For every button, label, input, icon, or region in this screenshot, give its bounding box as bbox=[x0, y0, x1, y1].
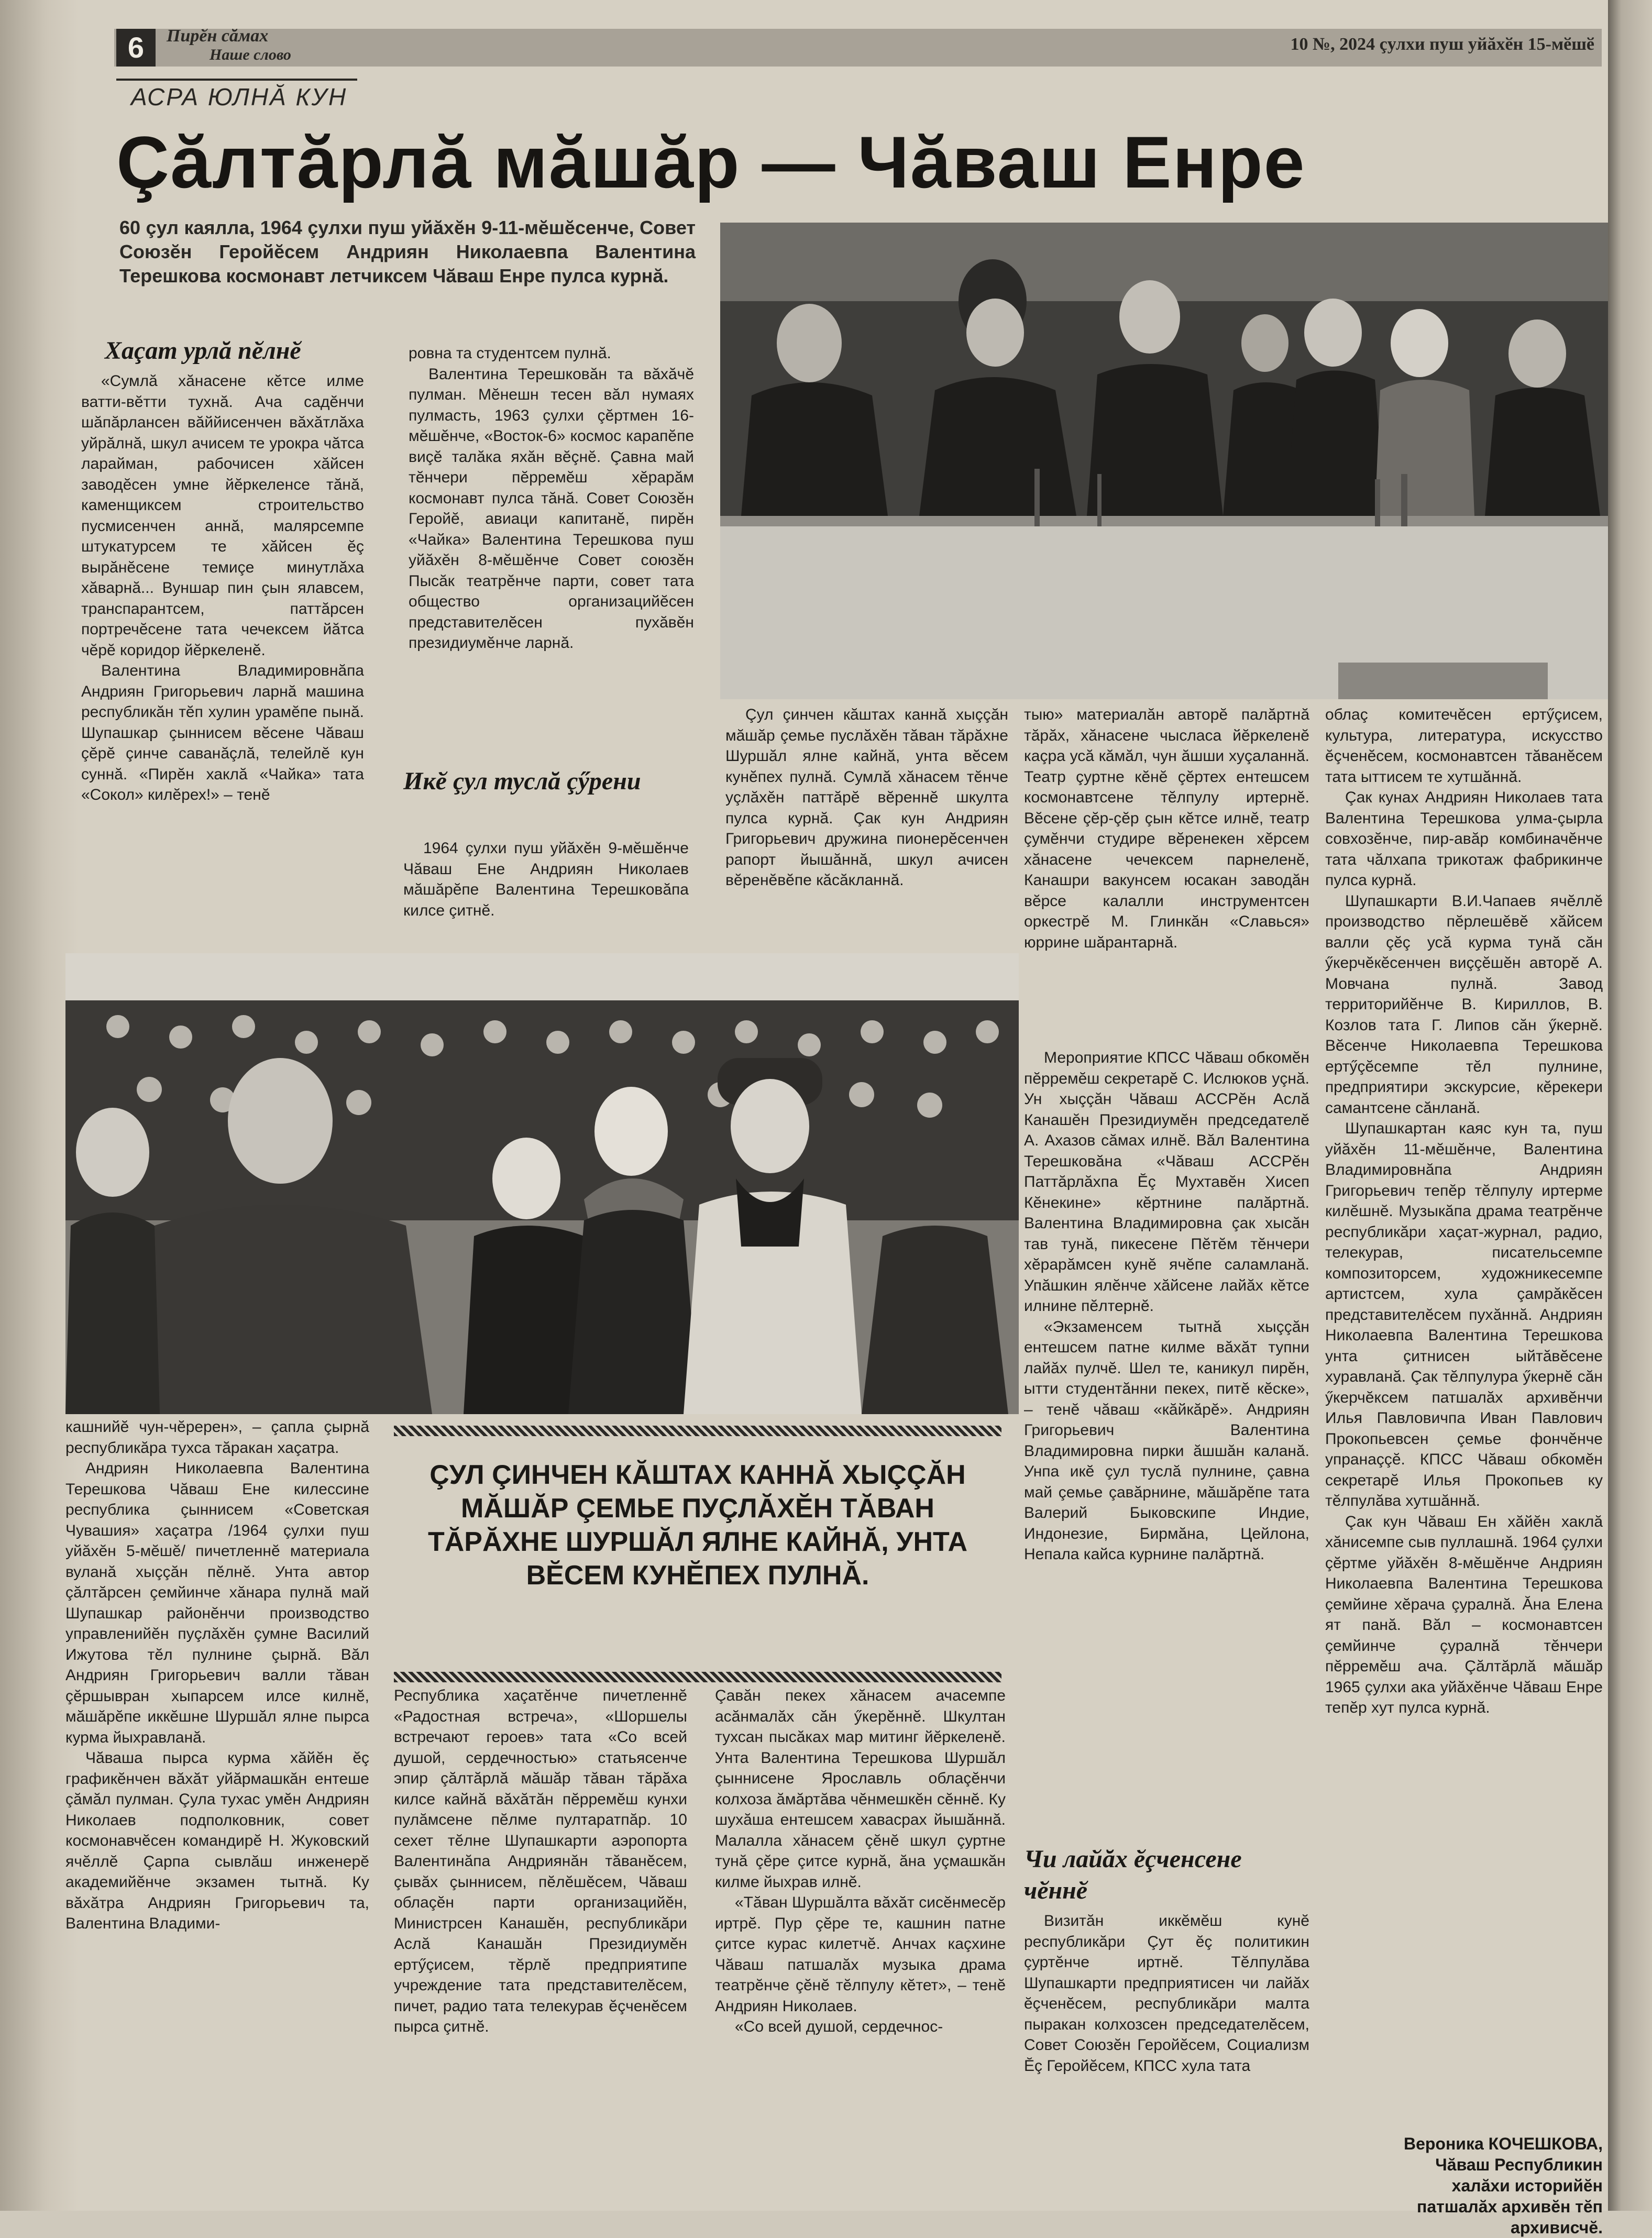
paragraph: Чăваша пырса курма хăйӗн ӗç графикӗнчен вăхăт уйăрмашкăн ентеше çăмăл пулман. Çула тухас умӗн Андриян Николаев подполковник, совет космонавчӗсен командирӗ Н. Жуковский ячӗллӗ Çарпа сывлăш инженерӗ академийӗнче экзамен тытнă. Ку вăхăтра Андриян Григорьевич та, Валентина Владими- bbox=[65, 1749, 369, 1932]
newspaper-title: Пирӗн сăмах bbox=[167, 26, 269, 46]
paragraph: 1964 çулхи пуш уйăхӗн 9-мӗшӗнче Чăваш Ене Андриян Николаев мăшăрӗпе Валентина Терешковăпа килсе çитнӗ. bbox=[403, 840, 689, 919]
paragraph: Валентина Владимировнăпа Андриян Григорьевич ларнă машина республикăн тӗп хулин урамӗпе пынă. Шупашкар çыннисем вӗсене Чăваш çӗрӗ çинче саванăçлă, телейлӗ кун суннă. «Пирӗн хаклă «Чайка» тата «Сокол» килӗрех!» – тенӗ bbox=[81, 662, 364, 803]
column-2-text bbox=[409, 343, 694, 654]
column-1-text bbox=[81, 371, 364, 806]
column-4b-text bbox=[1024, 1048, 1309, 1565]
column-2b-text bbox=[394, 1685, 687, 2037]
pull-quote bbox=[394, 1426, 1001, 1682]
paragraph: Андриян Николаевпа Валентина Терешкова Чăваш Ене килессине республика çыннисем «Советская Чувашия» хаçатра /1964 çулхи пуш уйăхӗн 5-мӗшӗ/ пичетленнӗ материала вуланă хыççăн пӗлнӗ. Унта автор çăлтăрсен çемйинче хăнара пулнă май Шупашкар районӗнчи производство управленийӗн пуçлăхӗн çумне Василий Ижутова тӗл пулнине çырнă. Вăл Андриян Григорьевич валли тăван çӗршывран хыпарсем илсе килнӗ, мăшăрӗпе иккӗшне Шуршăл ялне пырса курма йыхравланă. bbox=[65, 1460, 369, 1746]
photo-presidium bbox=[720, 223, 1608, 699]
paragraph: Валентина Терешковăн та вăхăчӗ пулман. Мӗнешн тесен вăл нумаях пулмасть, 1963 çулхи çӗртмен 16-мӗшӗнче, «Восток-6» космос карапӗпе виçӗ талăка яхăн вӗçнӗ. Çавна май тӗнчери пӗрремӗш хӗрарăм космонавт пулса тăнă. Совет Союзӗн Геройӗ, авиаци капитанӗ, пирӗн «Чайка» Валентина Терешкова пуш уйăхӗн 8-мӗшӗнче Совет союзӗн Пысăк театрӗнче парти, совет тата общество организацийӗсен представителӗсен пухăвӗн президиумӗнче ларнă. bbox=[409, 365, 694, 652]
paragraph: «Тăван Шуршăлта вăхăт сисӗнмесӗр иртрӗ. Пур çӗре те, кашнин патне çитсе курас килетчӗ. Анчах каçхине Чăваш патшалăх музыка драма театрӗнче çӗнӗ тӗлпулу кӗтет», – тенӗ Андриян Николаев. bbox=[715, 1894, 1006, 2015]
paragraph: облаç комитечӗсен ертӳçисем, культура, литература, искусство ӗçченӗсем, космонавтсен тăванӗсем тата ыттисем те хутшăннă. bbox=[1325, 706, 1603, 786]
paragraph: Çул çинчен кăштах каннă хыççăн мăшăр çемье пуслăхӗн тăван тăрăхне Шуршăл ялне кайнă, унта вӗсем кунӗпех пулнă. Сумлă хăнасем тӗнче уçлăхӗн паттăрӗ вӗреннӗ шкулта пулса курнă. Çак кун Андриян Григорьевич дружина пионерӗсенчен рапорт йышăннă, шкул ачисен вӗренӗвӗпе кăсăкланнă. bbox=[725, 706, 1008, 889]
paragraph: Çак кун Чăваш Ен хăйӗн хаклă хăнисемпе сыв пуллашнă. 1964 çулхи çӗртме уйăхӗн 8-мӗшӗнче Андриян Николаевпа Валентина Терешкова çемйине хӗрача çуралнă. Ăна Елена ят панă. Вăл – космонавтсен çемйинче çуралнă тӗнчери пӗрремӗш ача. Çăлтăрлă мăшăр 1965 çулхи ака уйăхӗнче Чăваш Енре тепӗр хут пулса курнă. bbox=[1325, 1513, 1603, 1716]
paragraph: «Со всей душой, сердечнос- bbox=[735, 2018, 943, 2035]
pull-quote-text: ÇУЛ ÇИНЧЕН КĂШТАХ КАННĂ ХЫÇÇĂН МĂШĂР ÇЕМЬЕ ПУÇЛĂХӖН ТĂВАН ТĂРĂХНЕ ШУРШĂЛ ЯЛНЕ КАЙНĂ, УНТА ВӖСЕМ КУНӖПЕХ ПУЛНĂ. bbox=[427, 1460, 968, 1591]
quote-rule-bottom bbox=[394, 1672, 1001, 1682]
column-4-text bbox=[1024, 704, 1309, 953]
paragraph: Мероприятие КПСС Чăваш обкомӗн пӗрремӗш секретарӗ С. Ислюков уçнă. Ун хыççăн Чăваш АССРӗн Аслă Канашӗн Президиумӗн председателӗ А. Ахазов сăмах илнӗ. Вăл Валентина Терешковăна «Чăваш АССРӗн Паттăрлăхпа Ӗç Мухтавӗн Хисеп Кӗнекине» кӗртнине палăртнă. Валентина Владимировна çак хысăн тав тунă, пикесене Пӗтӗм тӗнчери хӗрарăмсен кунӗ ячӗпе саламланă. Упăшкин ялӗнче хăйсене лайăх кӗтсе илнине пӗлтернӗ. bbox=[1024, 1049, 1309, 1315]
paragraph: тыю» материалăн авторӗ палăртнă тăрăх, хăнасене чысласа йӗркеленӗ каçра усă кăмăл, чун ăшши хуçаланнă. Театр çуртне кӗнӗ çӗртех ентешсем космонавтсене тӗлпулу иртернӗ. Вӗсене çӗр-çӗр çын кӗтсе илнӗ, театр çумӗнчи студире вӗренекен хӗрсем хăнасене чечексем парнеленӗ, Канашри вакунсем юсакан заводăн вӗрсе калалли инструментсен оркестрӗ М. Глинкăн «Славься» юррине шăрантарнă. bbox=[1024, 706, 1309, 951]
issue-date: 10 №, 2024 çулхи пуш уйăхӗн 15-мӗшӗ bbox=[1290, 35, 1594, 54]
paragraph: Çак кунах Андриян Николаев тата Валентина Терешкова улма-çырла совхозӗнче, пир-авăр комбиначӗнче тата чăлхапа трикотаж фабрикинче пулса курнă. bbox=[1325, 789, 1603, 889]
rubric-label: АСРА ЮЛНĂ КУН bbox=[131, 83, 348, 111]
column-3b-text bbox=[715, 1685, 1006, 2037]
paragraph: ровна та студентсем пулнă. bbox=[409, 345, 611, 362]
author-signature bbox=[1357, 2133, 1603, 2238]
column-5-text bbox=[1325, 704, 1603, 1718]
paragraph: кашнийӗ чун-чӗререн», – çапла çырнă республикăра тухса тăракан хаçатра. bbox=[65, 1418, 369, 1457]
page-number: 6 bbox=[116, 29, 156, 67]
paragraph: Çавăн пекех хăнасем ачасемпе асăнмалăх сăн ӳкерӗннӗ. Шкултан тухсан пысăках мар митинг йӗркеленӗ. Унта Валентина Терешкова Шуршăл çыннисене Ярославль облаçӗнчи колхоза ăмăртăва чӗнмешкӗн сӗннӗ. Ку шухăша ентешсем хавасрах йышăннă. Малалла хăнасем çӗнӗ шкул çуртне тунă çӗре çитсе курнă, ăна уçмашкăн килме йыхрав илнӗ. bbox=[715, 1687, 1006, 1891]
section-rubric bbox=[116, 79, 357, 113]
column-4b-text-cont bbox=[1024, 1911, 1309, 2076]
author-title: халăхи историйӗн bbox=[1451, 2176, 1603, 2195]
subhead-1: Хаçат урлă пӗлнӗ bbox=[105, 337, 301, 365]
column-3-text bbox=[725, 704, 1008, 891]
paragraph: Шупашкарти В.И.Чапаев ячӗллӗ производство пӗрлешӗвӗ хăйсем валли çӗç усă курма тунă сăн ӳкерчӗкӗсенчен виççӗшӗн авторӗ А. Мовчана пулнă. Завод территорийӗнче В. Кириллов, В. Козлов тата Г. Липов сăн ӳкернӗ. Вӗсенче Николаевпа Терешкова ертӳçӗсемпе тӗл пулнине, предприятири экскурсие, кӗрекери самантсене сăнланă. bbox=[1325, 892, 1603, 1117]
quote-rule-top bbox=[394, 1426, 1001, 1436]
subhead-2: Икӗ çул туслă çӳрени bbox=[403, 767, 641, 795]
paragraph: Шупашкартан каяс кун та, пуш уйăхӗн 11-мӗшӗнче, Валентина Владимировнăпа Андриян Григорьевич тепӗр тӗлпулу иртерме килӗшнӗ. Музыкăпа драма театрӗнче республикăри хаçат-журнал, радио, телекурав, писательсемпе композиторсем, художникесемпе артистсем, хула çамрăкӗсен представителӗсем пухăннă. Андриян Николаевпа Валентина Терешкова унта çитнисен ыйтăвӗсене хуравланă. Çак тӗлпулура ӳкернӗ сăн ӳкерчӗксем патшалăх архивӗнчи Илья Павловичпа Иван Павлович Прокопьевсен çемье фончӗнче упранаççӗ. КПСС Чăваш обкомӗн секретарӗ Илья Прокопьев ку тӗлпулăва хутшăннă. bbox=[1325, 1120, 1603, 1509]
column-1b-text bbox=[65, 1417, 369, 1934]
author-name: Вероника КОЧЕШКОВА, bbox=[1403, 2134, 1603, 2153]
paragraph: «Сумлă хăнасене кӗтсе илме ватти-вӗтти тухнă. Ача садӗнчи шăпăрлансен вăййисенчен вăхăтлăха уйрăлнă, шкул ачисем те урокра чăтса ларайман, рабочисен хăйсен заводӗсен умне йӗркеленсе тăнă, каменщиксем строительство пусмисенчен аннă, малярсемпе штукатурсем те хăйсен ӗç вырăнӗсене темиçе минутлăха хăварнă... Вуншар пин çын ялавсем, транспарантсем, паттăрсен портречӗсене тата чечексем йăтса чӗрӗ коридор йӗркеленӗ. bbox=[81, 372, 364, 659]
paragraph: Республика хаçатӗнче пичетленнӗ «Радостная встреча», «Шоршелы встречают героев» тата «Со всей душой, сердечностью» статьясенче эпир çăлтăрлă мăшăр тăван тăрăха килсе кайнă вăхăтăн пӗрремӗш кунхи пулăмсене пӗлме пултаратпăр. 10 сехет тӗлне Шупашкарти аэропорта Валентинăпа Андриянăн тăванӗсем, çывăх çыннисем, пӗлӗшӗсем, Чăваш облаçӗн парти организацийӗн, Министрсен Канашӗн, республикăри Аслă Канашăн Президиумӗн ертӳçисем, тӗрлӗ предприятипе учреждение тата представителӗсем, пичет, радио тата телекурав ӗçченӗсем пырса çитнӗ. bbox=[394, 1687, 687, 2035]
author-title: патшалăх архивӗн тӗп bbox=[1417, 2197, 1603, 2216]
paragraph: Визитăн иккӗмӗш кунӗ республикăри Çут ӗç политикин çуртӗнче иртнӗ. Тӗлпулăва Шупашкарти предприятисен чи лайăх ӗçченӗсем, республикăри малта пыракан колхозсен председателӗсем, Совет Союзӗн Геройӗсем, Социализм Ӗç Геройӗсем, КПСС хула тата bbox=[1024, 1912, 1309, 2075]
author-title: Чăваш Республикин bbox=[1435, 2155, 1603, 2174]
right-facing-page bbox=[1608, 0, 1652, 2211]
photo-crowd bbox=[65, 953, 1019, 1414]
paragraph: «Экзаменсем тытнă хыççăн ентешсем патне килме вăхăт тупни лайăх пулчӗ. Шел те, каникул пирӗн, ытти студентăнни пекех, питӗ кӗске», – тенӗ чăваш «кăйкăрӗ». Андриян Григорьевич Валентина Владимировна пирки ăшшăн каланă. Унпа икӗ çул туслă пулнине, çавна май çемье çавăрнине, мăшăрӗпе тата Валерий Быковскипе Индие, Индонезие, Бирмăна, Цейлона, Непала кайса курнине палăртнă. bbox=[1024, 1318, 1309, 1563]
article-lede: 60 çул каялла, 1964 çулхи пуш уйăхӗн 9-11-мӗшӗсенче, Совет Союзӗн Геройӗсем Андриян Николаевпа Валентина Терешкова космонавт летчиксем Чăваш Енре пулса курнă. bbox=[119, 217, 696, 286]
author-title: архивисчӗ. bbox=[1511, 2218, 1603, 2237]
newspaper-subtitle: Наше слово bbox=[210, 46, 291, 63]
article-headline: Çăлтăрлă мăшăр — Чăваш Енре bbox=[116, 121, 1306, 203]
subhead-3: Чи лайăх ӗçченсене чӗннӗ bbox=[1024, 1845, 1242, 1904]
column-2-text-cont bbox=[403, 838, 689, 921]
